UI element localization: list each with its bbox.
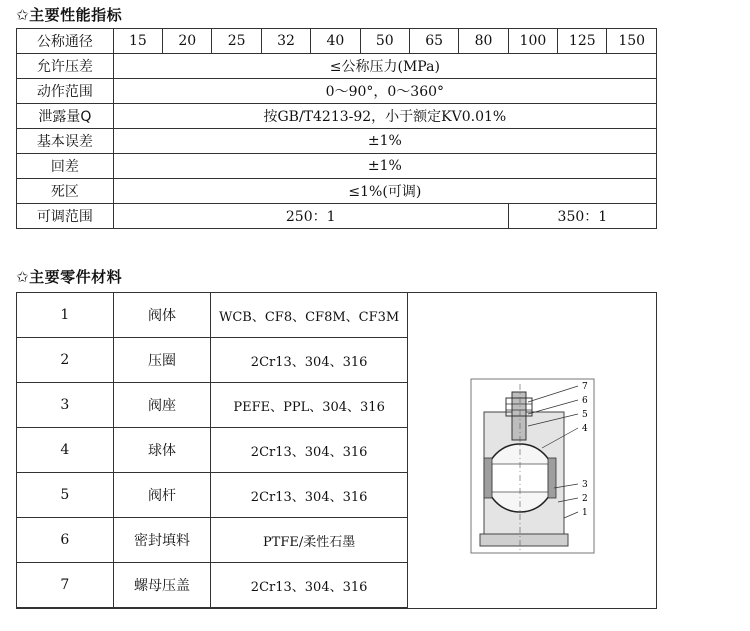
callout-label: 6 xyxy=(582,396,588,406)
table-row xyxy=(17,154,657,179)
callout-label: 5 xyxy=(582,410,588,420)
callout-label: 1 xyxy=(582,508,588,518)
table-row xyxy=(17,79,657,104)
part-name: 压圈 xyxy=(113,338,210,383)
part-number: 1 xyxy=(17,293,114,338)
dn-value: 15 xyxy=(113,29,162,54)
part-name: 球体 xyxy=(113,428,210,473)
callout-label: 2 xyxy=(582,494,588,504)
table-row xyxy=(17,129,657,154)
table-row xyxy=(17,338,408,383)
part-name: 阀体 xyxy=(113,293,210,338)
part-number: 5 xyxy=(17,473,114,518)
table-row xyxy=(17,179,657,204)
dn-value: 50 xyxy=(360,29,409,54)
table-row xyxy=(17,518,408,563)
part-material: 2Cr13、304、316 xyxy=(211,473,408,518)
row-label: 基本误差 xyxy=(17,129,114,154)
row-value: ≤1%(可调) xyxy=(113,179,656,204)
dn-value: 65 xyxy=(409,29,458,54)
callout-label: 3 xyxy=(582,480,588,490)
callout-label: 4 xyxy=(582,424,588,434)
part-material: 2Cr13、304、316 xyxy=(211,338,408,383)
table-row xyxy=(17,293,408,338)
row-value: 350：1 xyxy=(508,204,656,229)
dn-value: 32 xyxy=(261,29,310,54)
parts-section-title: ✩主要零件材料 xyxy=(16,268,123,286)
dn-value: 40 xyxy=(311,29,360,54)
part-number: 7 xyxy=(17,563,114,608)
performance-table xyxy=(16,28,657,229)
part-name: 阀杆 xyxy=(113,473,210,518)
row-label: 回差 xyxy=(17,154,114,179)
dn-value: 100 xyxy=(508,29,557,54)
dn-value: 150 xyxy=(607,29,657,54)
dn-value: 25 xyxy=(212,29,261,54)
part-name: 螺母压盖 xyxy=(113,563,210,608)
table-row xyxy=(17,204,657,229)
parts-table xyxy=(16,292,408,608)
ball-valve-section-drawing xyxy=(470,378,605,556)
part-number: 6 xyxy=(17,518,114,563)
row-label: 公称通径 xyxy=(17,29,114,54)
table-row xyxy=(17,563,408,608)
part-material: PTFE/柔性石墨 xyxy=(211,518,408,563)
dn-value: 80 xyxy=(459,29,508,54)
row-value: 250：1 xyxy=(113,204,508,229)
valve-seat-right xyxy=(548,458,556,498)
part-material: PEFE、PPL、304、316 xyxy=(211,383,408,428)
part-number: 2 xyxy=(17,338,114,383)
part-number: 3 xyxy=(17,383,114,428)
table-row xyxy=(17,29,657,54)
row-label: 动作范围 xyxy=(17,79,114,104)
part-name: 阀座 xyxy=(113,383,210,428)
row-label: 泄露量Q xyxy=(17,104,114,129)
row-value: ±1% xyxy=(113,129,656,154)
row-label: 可调范围 xyxy=(17,204,114,229)
row-value: 0～90°，0～360° xyxy=(113,79,656,104)
row-label: 允许压差 xyxy=(17,54,114,79)
part-number: 4 xyxy=(17,428,114,473)
dn-value: 125 xyxy=(558,29,607,54)
valve-seat-left xyxy=(484,458,492,498)
part-material: 2Cr13、304、316 xyxy=(211,428,408,473)
table-row xyxy=(17,104,657,129)
row-value: ≤公称压力(MPa) xyxy=(113,54,656,79)
table-row xyxy=(17,54,657,79)
valve-base xyxy=(480,534,568,546)
table-row xyxy=(17,383,408,428)
callout-label: 7 xyxy=(582,382,588,392)
dn-value: 20 xyxy=(163,29,212,54)
part-material: WCB、CF8、CF8M、CF3M xyxy=(211,293,408,338)
row-value: ±1% xyxy=(113,154,656,179)
performance-section-title: ✩主要性能指标 xyxy=(16,6,123,24)
table-row xyxy=(17,473,408,518)
row-label: 死区 xyxy=(17,179,114,204)
part-name: 密封填料 xyxy=(113,518,210,563)
row-value: 按GB/T4213-92，小于额定KV0.01% xyxy=(113,104,656,129)
table-row xyxy=(17,428,408,473)
part-material: 2Cr13、304、316 xyxy=(211,563,408,608)
